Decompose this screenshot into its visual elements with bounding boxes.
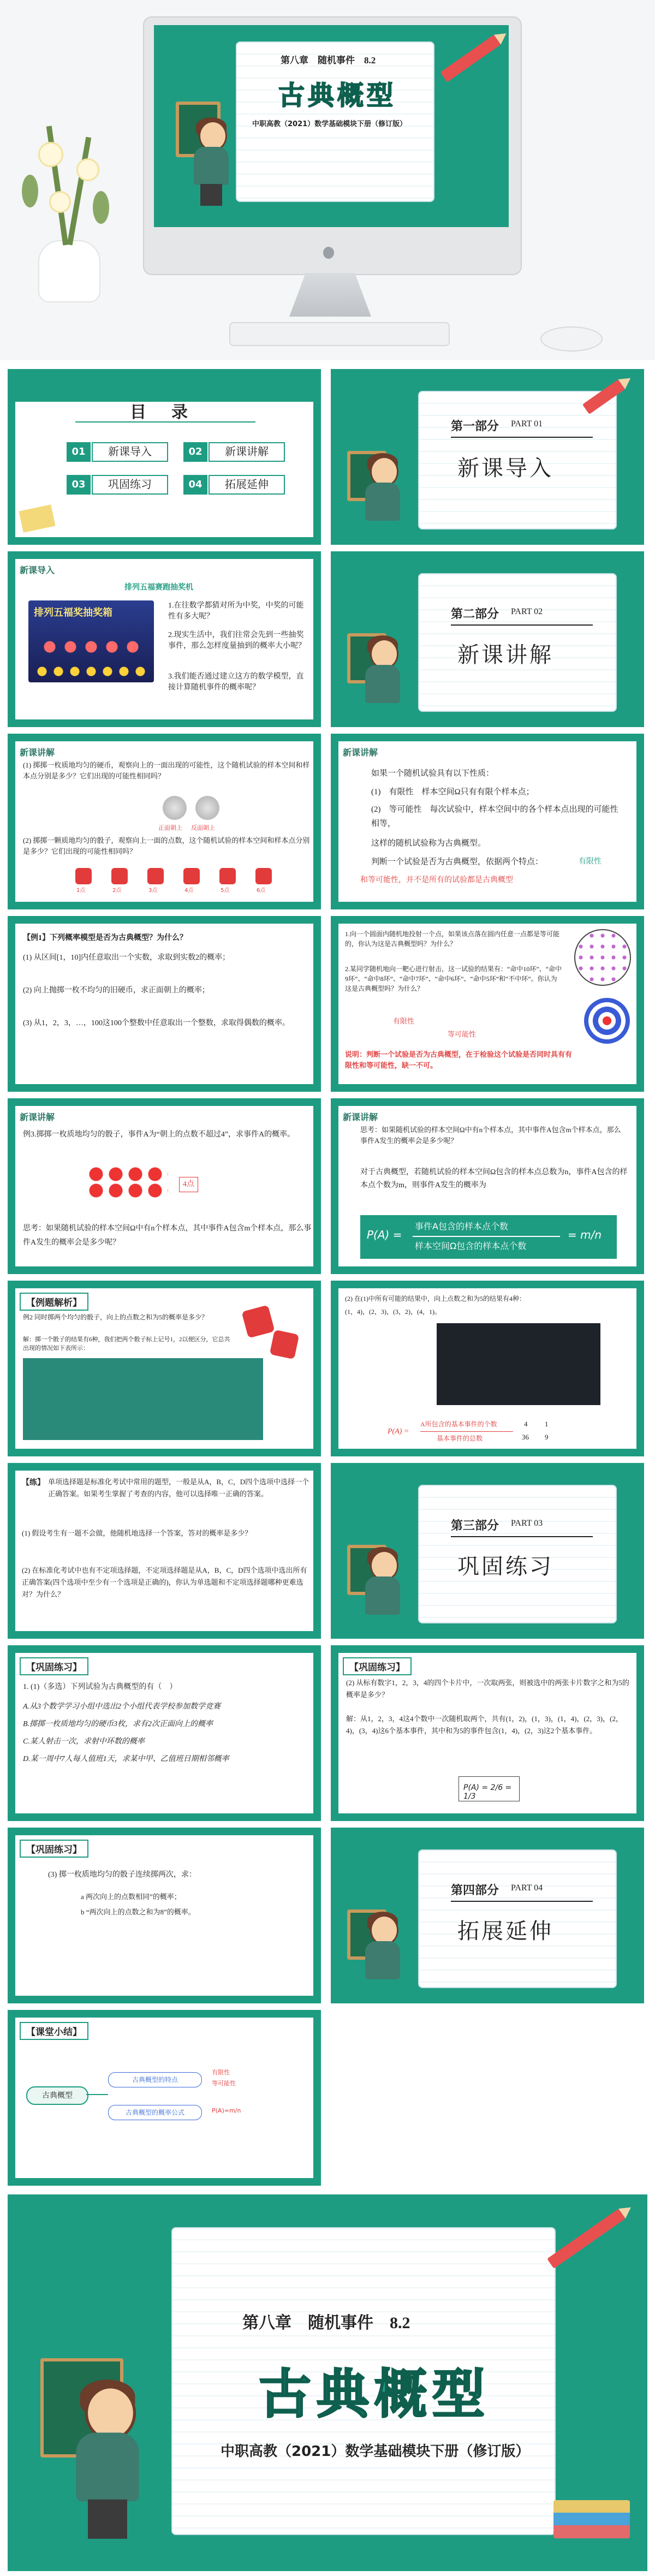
example4-title: 【练】 xyxy=(22,1479,45,1487)
example3b-val4: 9 xyxy=(545,1433,549,1441)
coin-tails-icon xyxy=(195,796,219,820)
lecture4-body: 对于古典概型，若随机试验的样本空间Ω包含的样本点总数为n，事件A包含的样本点个数为m，则事件A发生的概率为 xyxy=(360,1168,628,1189)
summary-title: 【课堂小结】 xyxy=(20,2022,88,2040)
slide-example-1 xyxy=(8,916,321,1092)
practice3-q: (3) 掷一枚质地均匀的骰子连续掷两次，求： xyxy=(48,1871,196,1879)
example2-balloon: 4点 xyxy=(179,1177,198,1192)
slide-example-2 xyxy=(8,1098,321,1274)
hero-chapter: 第八章 随机事件 8.2 xyxy=(281,55,376,66)
summary-l3: P(A)=m/n xyxy=(212,2107,241,2114)
flowers xyxy=(22,126,115,246)
example3-sol: 解：掷一个骰子的结果有6种，我们把两个骰子标上记号1，2以便区分，它总共出现的情况如下表所示： xyxy=(23,1336,230,1352)
practice1-d: D.某一周中7人每人值班1天，求某中甲、乙值班日期相邻概率 xyxy=(23,1755,229,1763)
menu-num-1: 01 xyxy=(67,442,91,462)
slide-lecture-4 xyxy=(331,1098,644,1274)
practice3-title: 【巩固练习】 xyxy=(20,1840,88,1858)
flower-vase xyxy=(38,240,100,302)
example3b-val2: 36 xyxy=(522,1433,529,1441)
lecture2-prop1: (1) 有限性 样本空间Ω只有有限个样本点； xyxy=(371,788,534,796)
lecture2-tag: 新课讲解 xyxy=(343,748,378,758)
part3-en: PART 03 xyxy=(511,1519,543,1528)
menu-num-4: 04 xyxy=(183,475,207,495)
lecture2-kw3: 有限性 xyxy=(579,858,602,866)
die-label: 3点 xyxy=(148,888,158,894)
practice2-answer-box xyxy=(458,1776,520,1801)
part1-name: 新课导入 xyxy=(457,456,553,480)
slide-part-2 xyxy=(331,551,644,727)
intro-heading: 排列五福赛跑抽奖机 xyxy=(124,584,193,592)
lecture1-p1: (1) 掷掷一枚质地均匀的硬币，观察向上的一面出现的可能性，这个随机试验的样本空间和样本点分别是多少？它们出现的可能性相同吗？ xyxy=(23,761,310,780)
formula-box xyxy=(360,1215,617,1259)
hero-section xyxy=(0,0,655,360)
coin-tails-label: 反面朝上 xyxy=(191,825,215,831)
die-icon xyxy=(255,868,272,884)
slide-part-4 xyxy=(331,1828,644,2003)
die-label: 6点 xyxy=(257,888,266,894)
lecture2-line5: 和等可能性，并不是所有的试验都是古典概型 xyxy=(360,876,513,884)
lecture3-t1: 1.向一个圆面内随机地投射一个点，如果该点落在圆内任意一点都是等可能的，你认为这是古典概型吗？为什么？ xyxy=(345,930,560,948)
formula-num: 事件A包含的样本点个数 xyxy=(415,1221,508,1232)
slide-part-1 xyxy=(331,369,644,545)
part1-index: 第一部分 xyxy=(451,419,499,433)
lecture2-line3: 这样的随机试验称为古典概型。 xyxy=(371,839,486,848)
practice2-ans: P(A) = 2/6 = 1/3 xyxy=(463,1783,512,1801)
example4-p2: (1) 假设考生有一题不会做，他随机地选择一个答案，答对的概率是多少？ xyxy=(22,1529,252,1537)
die-icon xyxy=(147,868,164,884)
die-label: 5点 xyxy=(221,888,230,894)
part4-index: 第四部分 xyxy=(451,1883,499,1897)
slide-example-4 xyxy=(8,1463,321,1639)
practice3-b: b “两次向上的点数之和为8”的概率。 xyxy=(81,1908,195,1916)
intro-q3: 3.我们能否通过建立这方的数学模型，直接计算随机事件的概率呢？ xyxy=(168,673,304,692)
part3-name: 巩固练习 xyxy=(457,1554,553,1579)
slide-lecture-1 xyxy=(8,734,321,909)
practice1-a: A.从3个数学学习小组中选出2个小组代表学校参加数学竞赛 xyxy=(23,1703,221,1711)
summary-root: 古典概型 xyxy=(26,2086,88,2105)
slide-lecture-2 xyxy=(331,734,644,909)
die-icon xyxy=(111,868,128,884)
footer-title: 古典概型 xyxy=(259,2364,490,2425)
die-icon xyxy=(183,868,200,884)
formula-rhs: = m/n xyxy=(568,1228,602,1241)
part1-en: PART 01 xyxy=(511,419,543,429)
prob-lhs: P(A) = xyxy=(388,1427,409,1436)
practice1-q: 1. (1)（多选）下列试验为古典概型的有（ ） xyxy=(23,1683,177,1691)
red-dice-icon xyxy=(241,1305,275,1338)
practice2-q: (2) 从标有数字1，2，3，4的四个卡片中，一次取两张，则被选中的两张卡片数字之和为5的概率是多少？ xyxy=(346,1679,629,1699)
lecture2-prop2: (2) 等可能性 每次试验中，样本空间中的各个样本点出现的可能性相等， xyxy=(371,805,618,828)
slide-practice-2 xyxy=(331,1645,644,1821)
formula-den: 样本空间Ω包含的样本点个数 xyxy=(415,1241,527,1251)
apple-icon xyxy=(323,247,334,259)
lecture3-k2: 等可能性 xyxy=(448,1030,477,1038)
die-icon xyxy=(219,868,236,884)
example2-text: 例3.掷掷一枚质地均匀的骰子，事件A为“朝上的点数不超过4”，求事件A的概率。 xyxy=(23,1131,295,1139)
summary-l1: 有限性 xyxy=(212,2069,230,2076)
example2-think: 思考：如果随机试验的样本空间Ω中有n个样本点，其中事件A包含m个样本点，那么事件A发生的概率会是多少呢？ xyxy=(23,1224,312,1247)
hero-screen xyxy=(154,25,509,227)
part2-index: 第二部分 xyxy=(451,607,499,621)
example1-title: 【例1】下列概率模型是否为古典概型？为什么？ xyxy=(23,934,187,942)
monitor-stand xyxy=(289,273,371,317)
dice-row xyxy=(75,868,294,892)
menu-num-3: 03 xyxy=(67,475,91,495)
footer-chapter: 第八章 随机事件 8.2 xyxy=(242,2314,410,2332)
slide-menu xyxy=(8,369,321,545)
example1-b: (2) 向上抛掷一枚不均匀的旧硬币，求正面朝上的概率； xyxy=(23,986,210,995)
part2-en: PART 02 xyxy=(511,607,543,616)
hero-title: 古典概型 xyxy=(278,80,397,111)
example3b-val3: 1 xyxy=(545,1420,549,1428)
lottery-machine-image xyxy=(28,600,154,682)
summary-b1: 古典概型的特点 xyxy=(108,2072,202,2087)
die-label: 1点 xyxy=(76,888,86,894)
lecture4-tag: 新课讲解 xyxy=(343,1113,378,1122)
target-icon xyxy=(584,998,630,1044)
slide-part-3 xyxy=(331,1463,644,1639)
part3-index: 第三部分 xyxy=(451,1519,499,1532)
coin-heads-label: 正面朝上 xyxy=(158,825,182,831)
slide-intro xyxy=(8,551,321,727)
part4-en: PART 04 xyxy=(511,1883,543,1893)
slide-lecture-3 xyxy=(331,916,644,1092)
intro-q1: 1.在往数学都猜对所为中奖，中奖的可能性有多大呢？ xyxy=(168,602,304,621)
pencil-icon xyxy=(547,2209,626,2269)
example2-tag: 新课讲解 xyxy=(20,1113,55,1122)
example1-c: (3) 从1，2，3，…，100这100个整数中任意取出一个整数，求取得偶数的概率。 xyxy=(23,1019,290,1027)
pencil-icon xyxy=(440,35,501,82)
circle-point-diagram xyxy=(574,929,631,986)
example3b-text: (2) 在(1)中所有可能的结果中，向上点数之和为5的结果有4种： xyxy=(345,1295,526,1302)
part2-name: 新课讲解 xyxy=(457,642,553,667)
practice3-a: a 两次向上的点数相同”的概率； xyxy=(81,1893,181,1901)
slide-practice-1 xyxy=(8,1645,321,1821)
books-icon xyxy=(553,2500,630,2538)
menu-item-2[interactable]: 新课讲解 xyxy=(209,442,285,462)
lecture3-t2: 2.某同学随机地向一靶心进行射击，这一试验的结果有：“命中10环”、“命中9环”、“命中8环”、“命中7环”、“命中6环”、“命中5环”和“不中环”。你认为这是古典概型吗？为什么？ xyxy=(345,965,562,992)
footer-subtitle: 中职高教（2021）数学基础模块下册（修订版） xyxy=(221,2443,530,2460)
example1-a: (1) 从区间[1，10]内任意取出一个实数，求取到实数2的概率； xyxy=(23,954,230,962)
formula-lhs: P(A) = xyxy=(367,1228,402,1241)
die-label: 2点 xyxy=(112,888,122,894)
example4-p3: (2) 在标准化考试中也有不定项选择题，不定项选择题是从A，B，C，D四个选项中选出所有正确答案(四个选项中至少有一个选项是正确的)，你认为单选题和不定项选择题哪种更难选对？为什么？ xyxy=(22,1566,307,1598)
practice2-title: 【巩固练习】 xyxy=(343,1657,412,1675)
die-label: 4点 xyxy=(184,888,194,894)
slide-example-3 xyxy=(8,1281,321,1456)
intro-tag: 新课导入 xyxy=(20,566,55,575)
example3b-list: (1，4)，(2，3)，(3，2)，(4，1)。 xyxy=(345,1308,441,1316)
menu-item-4[interactable]: 拓展延伸 xyxy=(209,475,285,495)
example3-text: 例2 同时掷两个均匀的骰子，向上的点数之和为5的概率是多少？ xyxy=(23,1313,209,1321)
lecture1-tag: 新课讲解 xyxy=(20,748,55,758)
intro-q2: 2.现实生活中，我们往常会先到一些抽奖事件，那么怎样度量抽到的概率大小呢？ xyxy=(168,631,306,650)
example4-p1: 单项选择题是标准化考试中常用的题型，一般是从A，B，C，D四个选项中选择一个正确答案。如果考生掌握了考查的内容，他可以选择唯一正确的答案。 xyxy=(48,1478,309,1498)
footer-cover xyxy=(8,2194,647,2571)
outcome-table xyxy=(23,1358,263,1440)
sum-table xyxy=(437,1323,600,1405)
mouse xyxy=(540,326,603,352)
balloon-icons xyxy=(86,1166,168,1199)
part4-name: 拓展延伸 xyxy=(457,1919,553,1943)
slide-practice-3 xyxy=(8,1828,321,2003)
lecture1-p2: (2) 掷掷一颗质地均匀的骰子，观察向上一面的点数，这个随机试验的样本空间和样本点分别是多少？它们出现的可能性相同吗？ xyxy=(23,836,310,855)
hero-subtitle: 中职高教（2021）数学基础模块下册（修订版） xyxy=(252,120,407,128)
lecture2-intro: 如果一个随机试验具有以下性质： xyxy=(371,769,495,778)
lottery-banner: 排列五福奖抽奖箱 xyxy=(34,607,112,618)
summary-l2: 等可能性 xyxy=(212,2080,236,2087)
practice1-title: 【巩固练习】 xyxy=(20,1657,88,1675)
practice2-sol: 解：从1，2，3，4这4个数中一次随机取两个，共有(1，2)，(1，3)，(1，4)，(2，3)，(2，4)，(3，4)这6个基本事件，其中和为5的事件包含(1，4)，(2，3)这2个基本事件。 xyxy=(346,1715,623,1735)
slide-example-3b xyxy=(331,1281,644,1456)
menu-item-1[interactable]: 新课导入 xyxy=(92,442,168,462)
practice1-b: B.掷掷一枚质地均匀的硬币3枚，求有2次正面向上的概率 xyxy=(23,1720,213,1728)
slide-summary xyxy=(8,2010,321,2186)
keyboard xyxy=(229,322,450,346)
lecture2-line4: 判断一个试验是否为古典概型，依据两个特点： xyxy=(371,858,544,866)
lecture4-think: 思考：如果随机试验的样本空间Ω中有n个样本点，其中事件A包含m个样本点，那么事件A发生的概率会是多少呢？ xyxy=(360,1126,621,1145)
menu-num-2: 02 xyxy=(183,442,207,462)
menu-title: 目 录 xyxy=(130,403,192,421)
example3b-num: A所包含的基本事件的个数 xyxy=(420,1420,497,1428)
summary-b2: 古典概型的概率公式 xyxy=(108,2105,202,2120)
example3-title: 【例题解析】 xyxy=(20,1293,88,1311)
practice1-c: C.某人射击一次，求射中环数的概率 xyxy=(23,1738,145,1746)
die-icon xyxy=(75,868,92,884)
notebook-icon xyxy=(19,504,55,533)
lecture3-note: 说明：判断一个试验是否为古典概型，在于检验这个试验是否同时具有有限性和等可能性，缺一不可。 xyxy=(345,1050,573,1069)
coin-heads-icon xyxy=(163,796,187,820)
lecture3-k1: 有限性 xyxy=(393,1017,415,1025)
example3b-val1: 4 xyxy=(524,1420,528,1428)
menu-item-3[interactable]: 巩固练习 xyxy=(92,475,168,495)
red-dice-icon xyxy=(270,1330,300,1360)
example3b-den: 基本事件的总数 xyxy=(437,1435,483,1442)
